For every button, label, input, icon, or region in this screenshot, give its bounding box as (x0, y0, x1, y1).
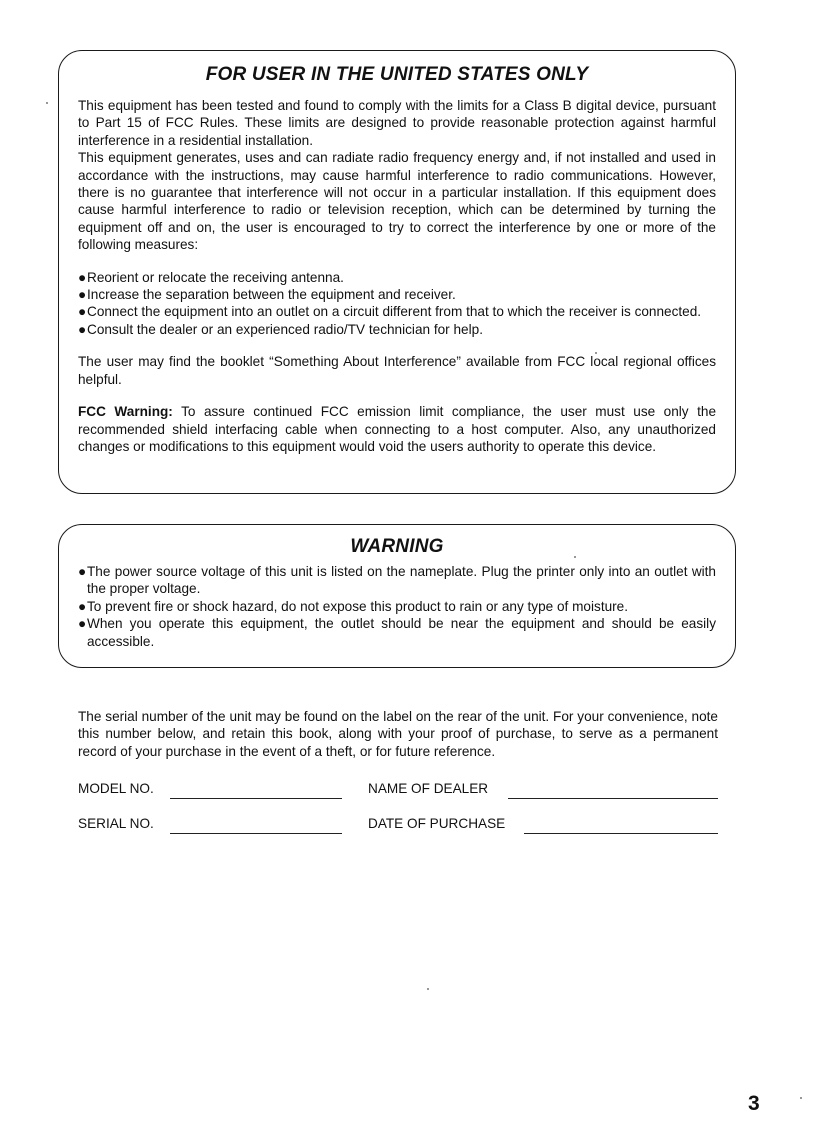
model-no-field (78, 780, 342, 800)
serial-number-section (78, 708, 718, 760)
fcc-notice-box (58, 50, 736, 494)
bullet-icon: ● (78, 269, 87, 285)
list-item (78, 321, 716, 338)
serial-no-line (170, 833, 342, 834)
page-number: 3 (748, 1092, 760, 1115)
list-item (78, 563, 716, 598)
warning-text: When you operate this equipment, the outlet should be near the equipment and should be easily accessible. (87, 616, 716, 649)
warning-list (78, 563, 716, 650)
list-item (78, 615, 716, 650)
bullet-icon: ● (78, 598, 87, 614)
spacer (78, 338, 716, 353)
fcc-warning-text: To assure continued FCC emission limit compliance, the user must use only the recommended shield interfacing cable when connecting to a host computer. Also, any unauthorized changes or modifications to this equipment would void the users authority to operate this device. (78, 404, 717, 454)
fcc-warning-label: FCC Warning: (78, 404, 173, 420)
warning-text: To prevent fire or shock hazard, do not expose this product to rain or any type of moisture. (87, 598, 629, 614)
measure-text: Reorient or relocate the receiving antenna. (87, 269, 344, 285)
bullet-icon: ● (78, 304, 87, 320)
spacer (78, 388, 716, 403)
model-no-line (170, 798, 342, 799)
bullet-icon: ● (78, 321, 87, 337)
fcc-paragraph-interference: This equipment generates, uses and can radiate radio frequency energy and, if not installed and used in accordance with the instructions, may cause harmful interference to radio communications. However, there is no guarantee that interference will not occur in a particular installation. If this equipment does cause harmful interference to radio or television reception, which can be determined by turning the equipment off and on, the user is encouraged to try to correct the interference by one or more of the following measures: (78, 150, 716, 253)
list-item (78, 286, 716, 303)
date-of-purchase-field (368, 815, 718, 835)
fcc-warning-paragraph (78, 403, 716, 455)
list-item (78, 303, 716, 320)
measure-text: Increase the separation between the equipment and receiver. (87, 287, 456, 303)
warning-text: The power source voltage of this unit is listed on the nameplate. Plug the printer only into an outlet with the proper voltage. (87, 564, 716, 597)
bullet-icon: ● (78, 564, 87, 579)
serial-no-field (78, 815, 342, 835)
serial-note: The serial number of the unit may be found on the label on the rear of the unit. For your convenience, note this number below, and retain this book, along with your proof of purchase, to serve as a permanent record of your purchase in the event of a theft, or for future reference. (78, 709, 718, 759)
scan-speck (800, 1097, 802, 1099)
scan-speck (595, 352, 597, 354)
name-of-dealer-label: NAME OF DEALER (368, 781, 489, 796)
bullet-icon: ● (78, 287, 87, 303)
warning-title: WARNING (350, 536, 444, 557)
fcc-measures-list (78, 269, 716, 339)
measure-text: Consult the dealer or an experienced radio/TV technician for help. (87, 321, 483, 337)
bullet-icon: ● (78, 616, 87, 632)
list-item (78, 598, 716, 615)
date-of-purchase-line (524, 833, 718, 834)
name-of-dealer-field (368, 780, 718, 800)
fcc-notice-title: FOR USER IN THE UNITED STATES ONLY (205, 64, 589, 85)
date-of-purchase-label: DATE OF PURCHASE (368, 816, 506, 831)
booklet-note: The user may find the booklet “Something About Interference” available from FCC local regional offices helpful. (78, 354, 716, 387)
scan-speck (46, 102, 48, 104)
fcc-paragraph-compliance: This equipment has been tested and found to comply with the limits for a Class B digital device, pursuant to Part 15 of FCC Rules. These limits are designed to provide reasonable protection against harmful interference in a residential installation. (78, 98, 716, 148)
form-row-serial-date (78, 815, 718, 835)
serial-no-label: SERIAL NO. (78, 816, 154, 831)
measure-text: Connect the equipment into an outlet on a circuit different from that to which the receiver is connected. (87, 304, 702, 320)
form-row-model-dealer (78, 780, 718, 800)
list-item (78, 269, 716, 286)
scan-speck (427, 988, 429, 990)
spacer (78, 254, 716, 269)
scan-speck (574, 556, 576, 558)
warning-box (58, 524, 736, 668)
name-of-dealer-line (508, 798, 718, 799)
model-no-label: MODEL NO. (78, 781, 154, 796)
